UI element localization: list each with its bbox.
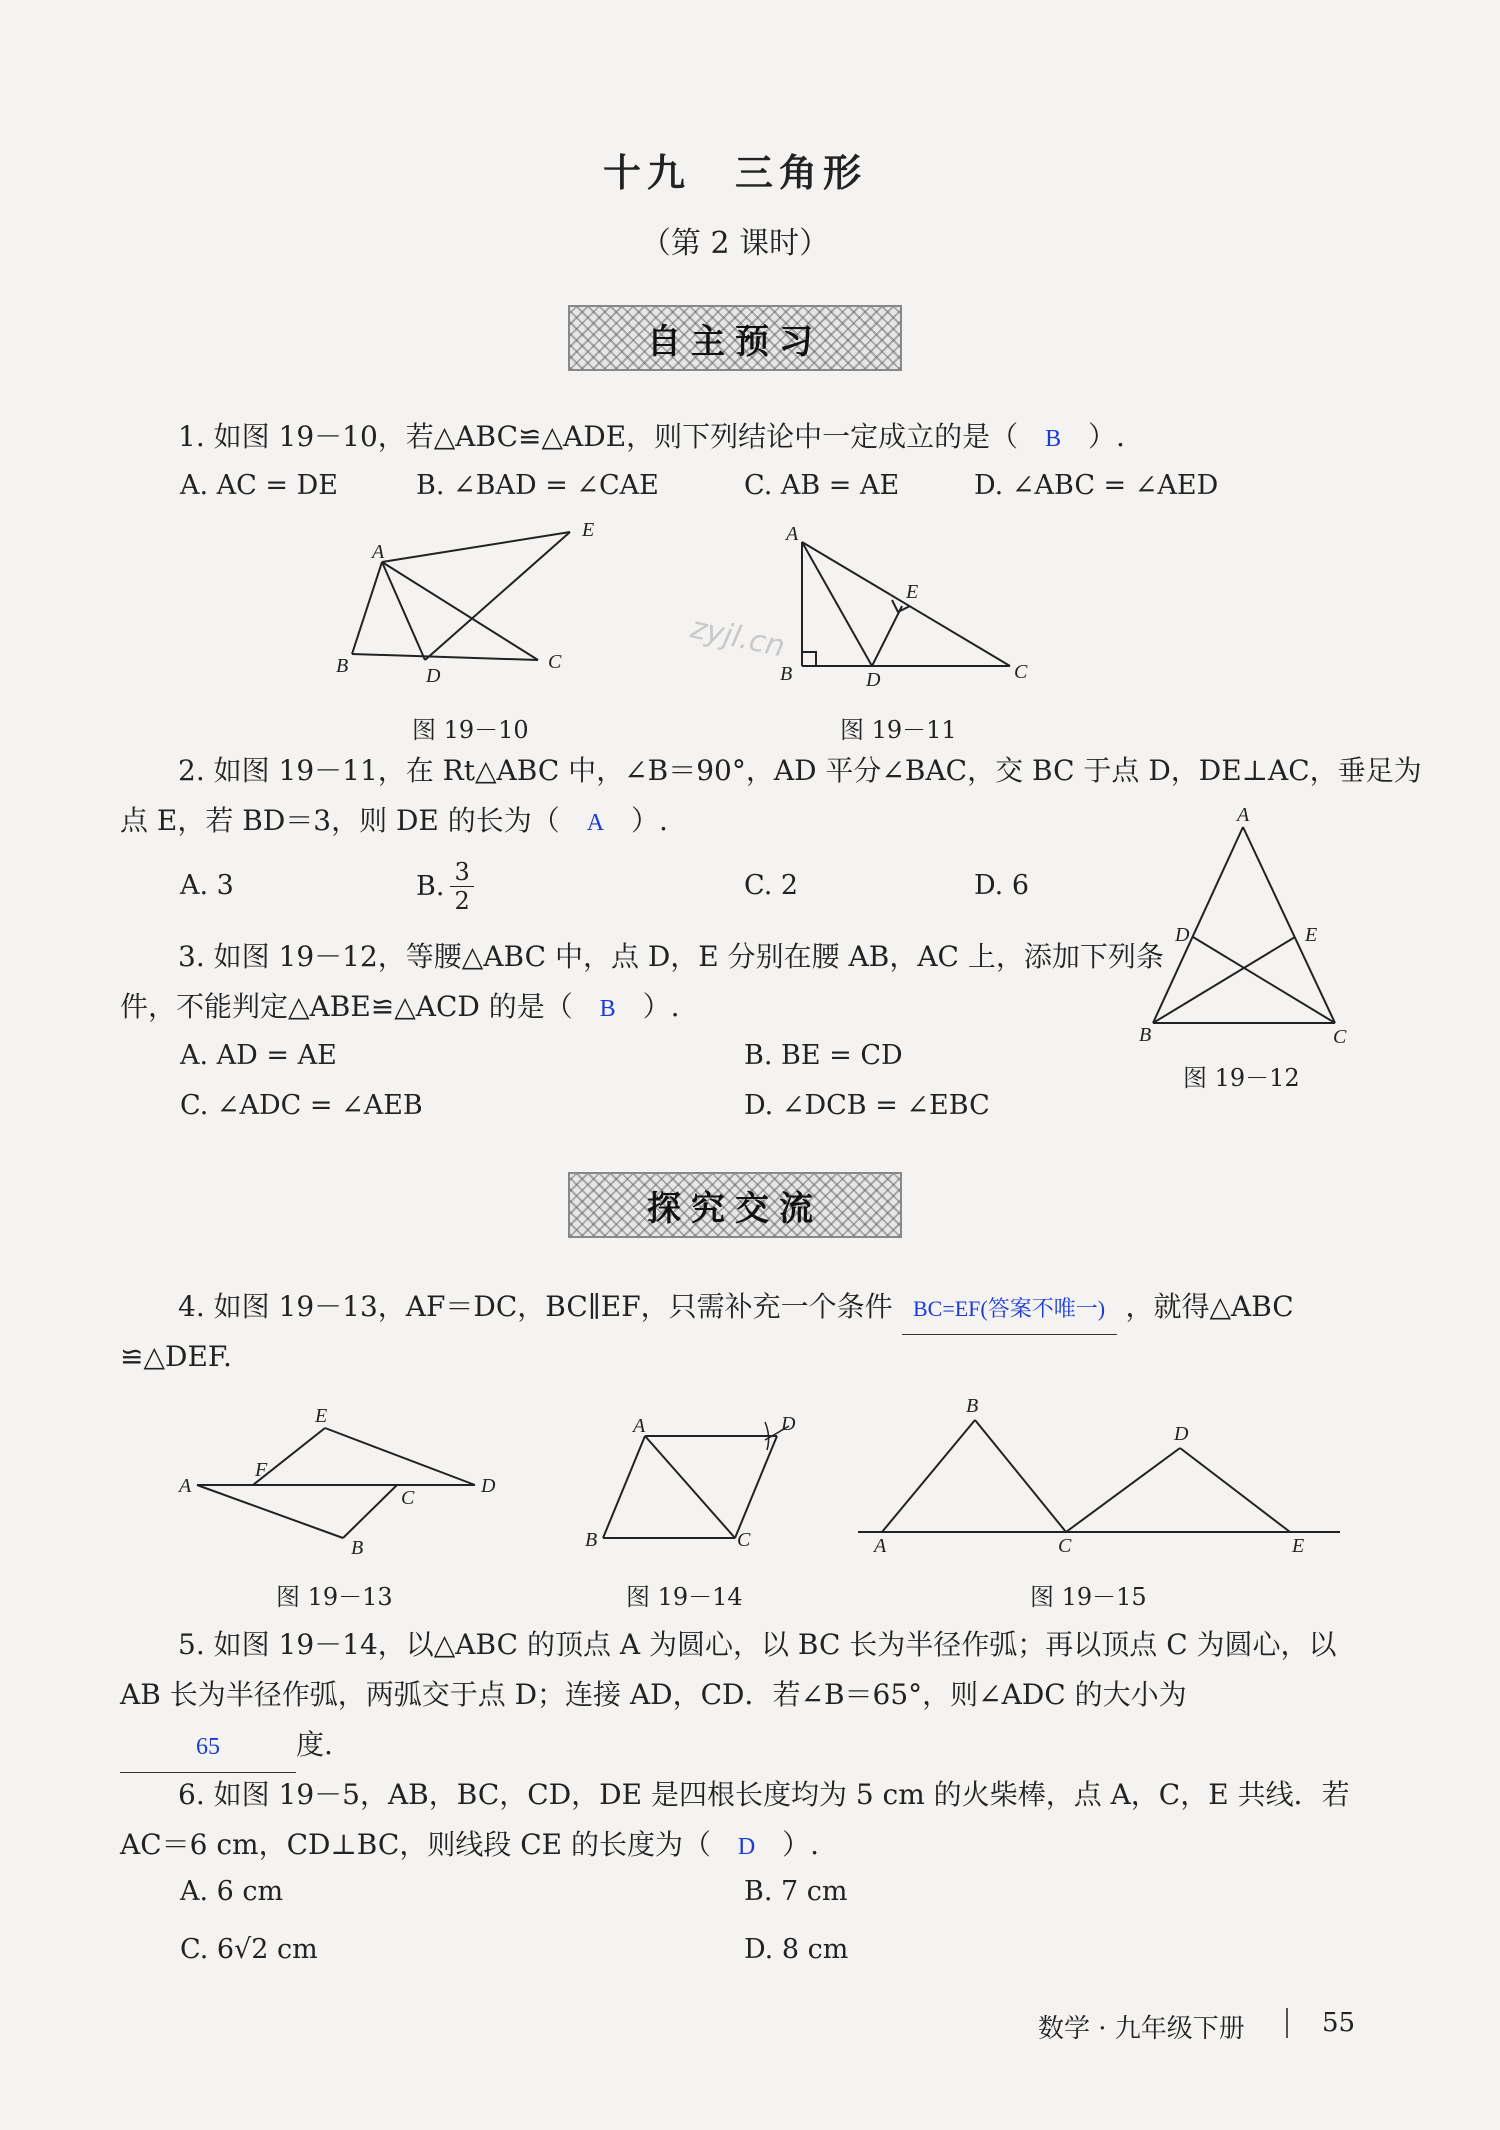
fig14-label-d: D <box>781 1413 796 1435</box>
q6-line1: 6. 如图 19－5，AB，BC，CD，DE 是四根长度均为 5 cm 的火柴棒，点 A，C，E 共线．若 <box>178 1778 1350 1811</box>
q3-close: ）. <box>642 990 680 1023</box>
caption-19-11: 图 19－11 <box>840 716 957 744</box>
fig11-label-d: D <box>866 669 881 690</box>
q5-line1: 5. 如图 19－14，以△ABC 的顶点 A 为圆心，以 BC 长为半径作弧；再以顶点 C 为圆心，以 <box>178 1628 1337 1661</box>
q1-option-d: D. ∠ABC = ∠AED <box>974 470 1219 501</box>
question-4-line1 <box>178 1282 1294 1335</box>
q4-line1-end: ，就得△ABC <box>1125 1290 1294 1323</box>
fig11-label-e: E <box>906 581 919 603</box>
q1-text: 1. 如图 19－10，若△ABC≌△ADE，则下列结论中一定成立的是（ <box>178 420 1019 453</box>
question-1 <box>178 412 1125 464</box>
page-number: 55 <box>1322 2008 1356 2038</box>
section-title-explore: 探究交流 <box>647 1188 823 1229</box>
q2-option-d: D. 6 <box>974 870 1030 901</box>
q2-fraction-den: 2 <box>454 887 470 915</box>
q6-option-b: B. 7 cm <box>744 1876 848 1907</box>
fig13-label-e: E <box>315 1405 328 1427</box>
q5-line2: AB 长为半径作弧，两弧交于点 D；连接 AD，CD．若∠B＝65°，则∠ADC 的大小为 <box>120 1678 1187 1711</box>
q3-option-a: A. AD = AE <box>180 1040 337 1071</box>
fig15-label-a: A <box>874 1535 887 1557</box>
q3-line1: 3. 如图 19－12，等腰△ABC 中，点 D，E 分别在腰 AB，AC 上，添加下列条 <box>178 940 1164 973</box>
figure-19-13 <box>175 1398 505 1558</box>
q2-close: ）. <box>630 804 668 837</box>
q2-fraction-num: 3 <box>450 858 473 887</box>
q6-close: ）. <box>782 1828 820 1861</box>
question-5-line3 <box>120 1720 333 1773</box>
fig12-label-b: B <box>1139 1024 1152 1046</box>
q6-answer: D <box>737 1834 756 1860</box>
fig13-label-f: F <box>255 1459 268 1481</box>
q6-option-c: C. 6√2 cm <box>180 1934 318 1965</box>
fig10-label-e: E <box>582 520 595 541</box>
q3-option-b: B. BE = CD <box>744 1040 903 1071</box>
figure-19-10 <box>330 520 600 690</box>
q6-option-d: D. 8 cm <box>744 1934 849 1965</box>
fig14-label-a: A <box>633 1415 646 1437</box>
fig10-label-b: B <box>336 655 349 677</box>
figure-19-12 <box>1135 805 1365 1050</box>
footer-divider <box>1286 2008 1288 2038</box>
fig11-label-c: C <box>1014 661 1028 683</box>
fig11-label-a: A <box>786 523 799 545</box>
page-title: 十九 三角形 <box>602 150 867 195</box>
q2-option-b <box>416 858 474 915</box>
q5-answer: 65 <box>120 1722 296 1773</box>
fig12-label-a: A <box>1237 805 1250 826</box>
q1-close: ）. <box>1087 420 1125 453</box>
question-6-line2 <box>120 1820 819 1872</box>
q1-answer: B <box>1045 426 1062 452</box>
q4-line2: ≌△DEF. <box>120 1340 232 1373</box>
fig13-label-d: D <box>481 1475 496 1497</box>
lesson-subtitle: （第 2 课时） <box>640 226 830 261</box>
q6-line2: AC＝6 cm，CD⊥BC，则线段 CE 的长度为（ <box>120 1828 711 1861</box>
q3-option-d: D. ∠DCB = ∠EBC <box>744 1090 990 1121</box>
figure-19-11 <box>770 520 1040 690</box>
q2-answer: A <box>586 810 605 836</box>
fig15-label-d: D <box>1174 1423 1189 1445</box>
caption-19-10: 图 19－10 <box>412 716 529 744</box>
q1-option-b: B. ∠BAD = ∠CAE <box>416 470 659 501</box>
fig15-label-b: B <box>966 1395 979 1417</box>
q3-option-c: C. ∠ADC = ∠AEB <box>180 1090 423 1121</box>
figure-19-14 <box>575 1400 815 1560</box>
fig11-label-b: B <box>780 663 793 685</box>
watermark: zyjl.cn <box>687 610 788 665</box>
figure-19-15 <box>850 1390 1350 1565</box>
q2-option-b-prefix: B. <box>416 871 445 902</box>
fig15-label-c: C <box>1058 1535 1072 1557</box>
section-title-preview: 自主预习 <box>647 321 823 362</box>
q3-answer: B <box>599 996 616 1022</box>
q2-fraction <box>450 858 473 915</box>
fig12-label-e: E <box>1305 924 1318 946</box>
fig10-label-c: C <box>548 651 562 673</box>
caption-19-13: 图 19－13 <box>276 1583 393 1611</box>
fig12-label-d: D <box>1175 924 1190 946</box>
q6-option-a: A. 6 cm <box>180 1876 284 1907</box>
q2-option-c: C. 2 <box>744 870 799 901</box>
fig14-label-c: C <box>737 1529 751 1551</box>
caption-19-15: 图 19－15 <box>1030 1583 1147 1611</box>
fig10-label-d: D <box>426 665 441 687</box>
section-banner-preview <box>568 305 902 371</box>
fig12-label-c: C <box>1333 1026 1347 1048</box>
q1-option-c: C. AB = AE <box>744 470 900 501</box>
q5-unit: 度. <box>296 1728 333 1761</box>
question-3-line2 <box>120 982 680 1034</box>
fig15-label-e: E <box>1292 1535 1305 1557</box>
fig13-label-a: A <box>179 1475 192 1497</box>
q4-answer: BC=EF(答案不唯一) <box>902 1284 1117 1335</box>
q2-line2: 点 E，若 BD＝3，则 DE 的长为（ <box>120 804 560 837</box>
fig13-label-b: B <box>351 1537 364 1558</box>
section-banner-explore <box>568 1172 902 1238</box>
fig14-label-b: B <box>585 1529 598 1551</box>
q1-option-a: A. AC = DE <box>180 470 338 501</box>
fig13-label-c: C <box>401 1487 415 1509</box>
q4-line1: 4. 如图 19－13，AF＝DC，BC∥EF，只需补充一个条件 <box>178 1290 893 1323</box>
q2-line1: 2. 如图 19－11，在 Rt△ABC 中，∠B＝90°，AD 平分∠BAC，交 BC 于点 D，DE⊥AC，垂足为 <box>178 754 1422 787</box>
footer-book: 数学 · 九年级下册 <box>1038 2014 1245 2044</box>
caption-19-12: 图 19－12 <box>1183 1064 1300 1092</box>
caption-19-14: 图 19－14 <box>626 1583 743 1611</box>
question-2-line2 <box>120 796 668 848</box>
q2-option-a: A. 3 <box>180 870 234 901</box>
fig10-label-a: A <box>372 541 385 563</box>
q3-line2: 件，不能判定△ABE≌△ACD 的是（ <box>120 990 573 1023</box>
